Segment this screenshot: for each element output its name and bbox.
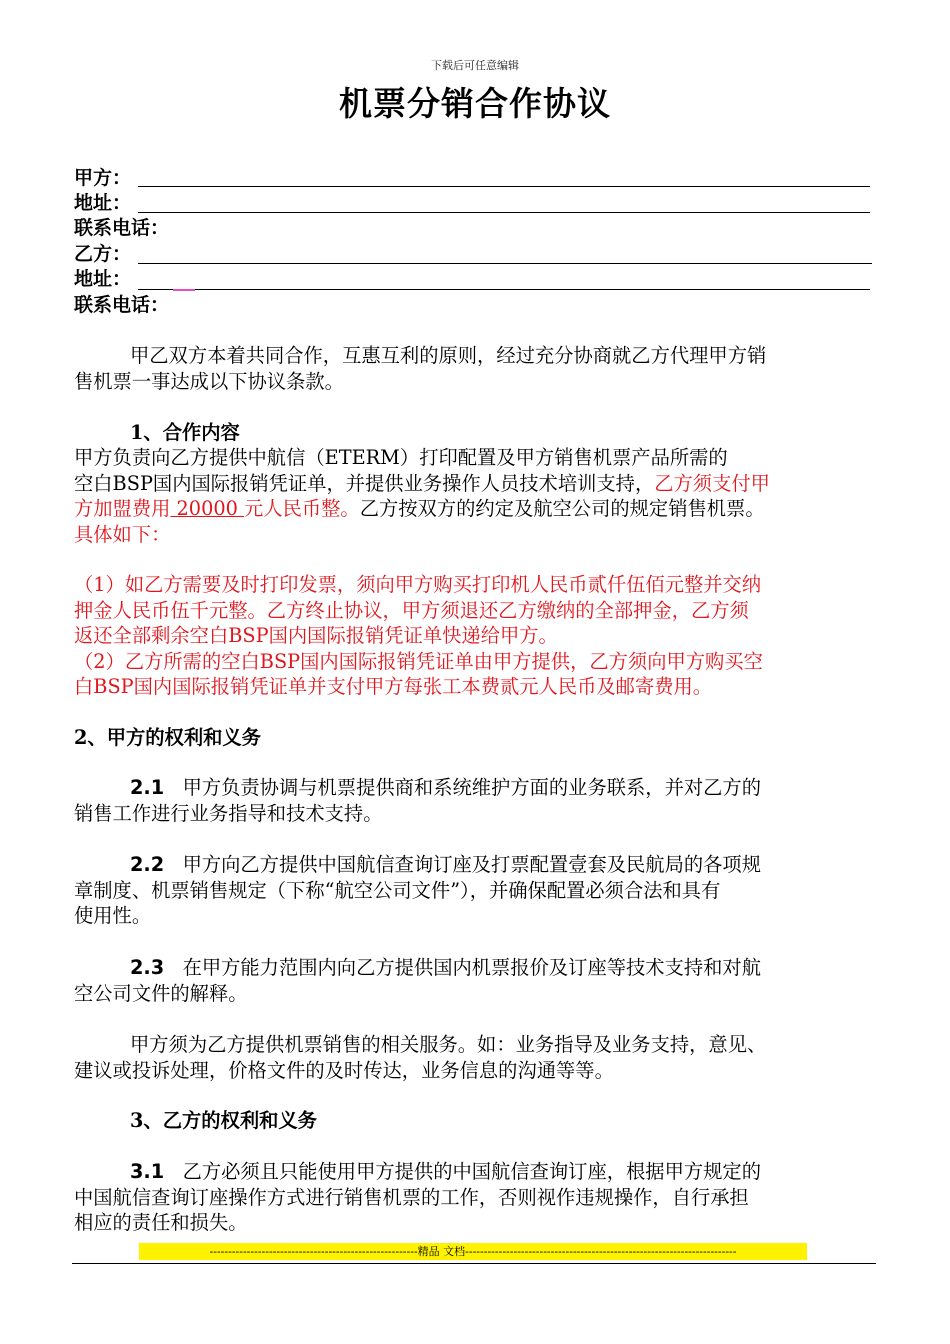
- clause-2-2-line-1: [74, 852, 878, 878]
- clause-2-2-line-2: 章制度、机票销售规定（下称“航空公司文件”），并确保配置必须合法和具有: [74, 878, 721, 902]
- s1-line-4: 具体如下：: [74, 522, 171, 546]
- section-1-heading: 1、合作内容: [130, 421, 240, 444]
- section-1-body: [74, 445, 878, 547]
- s1-fee-prefix: 方加盟费用: [74, 497, 171, 520]
- clause-2-3-line-1: [74, 955, 878, 981]
- clause-3-1-line-3: 相应的责任和损失。: [74, 1211, 248, 1234]
- address-b-line: [138, 289, 870, 290]
- clause-2-3-text: 在甲方能力范围内向乙方提供国内机票报价及订座等技术支持和对航: [182, 956, 761, 979]
- clause-2-3-number: 2.3: [130, 956, 165, 979]
- item-1-line-2: 押金人民币伍千元整。乙方终止协议，甲方须退还乙方缴纳的全部押金，乙方须: [74, 598, 749, 622]
- footer-watermark: --------------------------------------------------------精品 文档-------------------------------------------------------------------------: [139, 1243, 807, 1260]
- clause-2-1-line-2: 销售工作进行业务指导和技术支持。: [74, 801, 383, 825]
- item-2-line-2: 白BSP国内国际报销凭证单并支付甲方每张工本费贰元人民币及邮寄费用。: [74, 675, 713, 698]
- service-line-1: 甲方须为乙方提供机票销售的相关服务。如：业务指导及业务支持，意见、: [130, 1033, 767, 1056]
- clause-2-1-line-1: [74, 775, 878, 801]
- phone-b-label: 联系电话：: [74, 294, 170, 316]
- section-3-heading: 3、乙方的权利和义务: [130, 1109, 317, 1132]
- document-title: 机票分销合作协议: [339, 84, 611, 123]
- party-a-line: [138, 186, 870, 187]
- clause-2-1-text: 甲方负责协调与机票提供商和系统维护方面的业务联系，并对乙方的: [182, 776, 761, 799]
- item-1-line-3: 返还全部剩余空白BSP国内国际报销凭证单快递给甲方。: [74, 624, 558, 647]
- top-note: 下载后可任意编辑: [431, 59, 519, 72]
- s1-line-1: 甲方负责向乙方提供中航信（ETERM）打印配置及甲方销售机票产品所需的: [74, 446, 728, 469]
- clause-2-1: [74, 775, 878, 826]
- intro-paragraph: [74, 343, 878, 394]
- s1-line-2-text: 空白BSP国内国际报销凭证单，并提供业务操作人员技术培训支持，: [74, 471, 655, 495]
- service-line-2: 建议或投诉处理，价格文件的及时传达，业务信息的沟通等等。: [74, 1058, 614, 1082]
- clause-3-1-line-2: 中国航信查询订座操作方式进行销售机票的工作，否则视作违规操作，自行承担: [74, 1185, 749, 1209]
- clause-2-3: [74, 955, 878, 1006]
- clause-3-1: [74, 1159, 878, 1236]
- clause-3-1-line-1: [74, 1159, 878, 1185]
- item-2-line-1: （2）乙方所需的空白BSP国内国际报销凭证单由甲方提供，乙方须向甲方购买空: [74, 649, 763, 673]
- edit-mark: [173, 289, 195, 291]
- item-1-line-1: （1）如乙方需要及时打印发票，须向甲方购买打印机人民币贰仟伍佰元整并交纳: [74, 573, 762, 596]
- address-b-label: 地址：: [74, 268, 132, 290]
- service-paragraph: [74, 1032, 878, 1083]
- party-b-line: [138, 263, 872, 264]
- clause-2-3-line-2: 空公司文件的解释。: [74, 981, 248, 1005]
- clause-2-1-number: 2.1: [130, 776, 165, 799]
- clause-2-2-number: 2.2: [130, 853, 165, 876]
- phone-a-label: 联系电话：: [74, 217, 170, 239]
- s1-line-3-text: 乙方按双方的约定及航空公司的规定销售机票。: [359, 497, 765, 520]
- intro-line-1: 甲乙双方本着共同合作，互惠互利的原则，经过充分协商就乙方代理甲方销: [130, 344, 767, 367]
- clause-3-1-number: 3.1: [130, 1160, 165, 1183]
- s1-line-3: [74, 496, 878, 522]
- address-a-line: [138, 212, 870, 213]
- party-b-label: 乙方：: [74, 243, 132, 265]
- clause-2-2-line-3: 使用性。: [74, 904, 152, 927]
- s1-fee-suffix: 元人民币整。: [244, 497, 360, 520]
- section-2-heading: 2、甲方的权利和义务: [74, 726, 261, 749]
- address-a-label: 地址：: [74, 192, 132, 214]
- party-a-label: 甲方：: [74, 167, 132, 189]
- footer-rule: [72, 1263, 876, 1264]
- franchise-fee-amount: 20000: [170, 497, 245, 520]
- s1-line-2: [74, 471, 878, 497]
- clause-2-2-text: 甲方向乙方提供中国航信查询订座及打票配置壹套及民航局的各项规: [182, 853, 761, 876]
- intro-line-2: 售机票一事达成以下协议条款。: [74, 369, 344, 393]
- clause-3-1-text: 乙方必须且只能使用甲方提供的中国航信查询订座，根据甲方规定的: [182, 1160, 761, 1183]
- section-1-items: [74, 572, 878, 700]
- clause-2-2: [74, 852, 878, 929]
- s1-line-2-red: 乙方须支付甲: [654, 471, 770, 495]
